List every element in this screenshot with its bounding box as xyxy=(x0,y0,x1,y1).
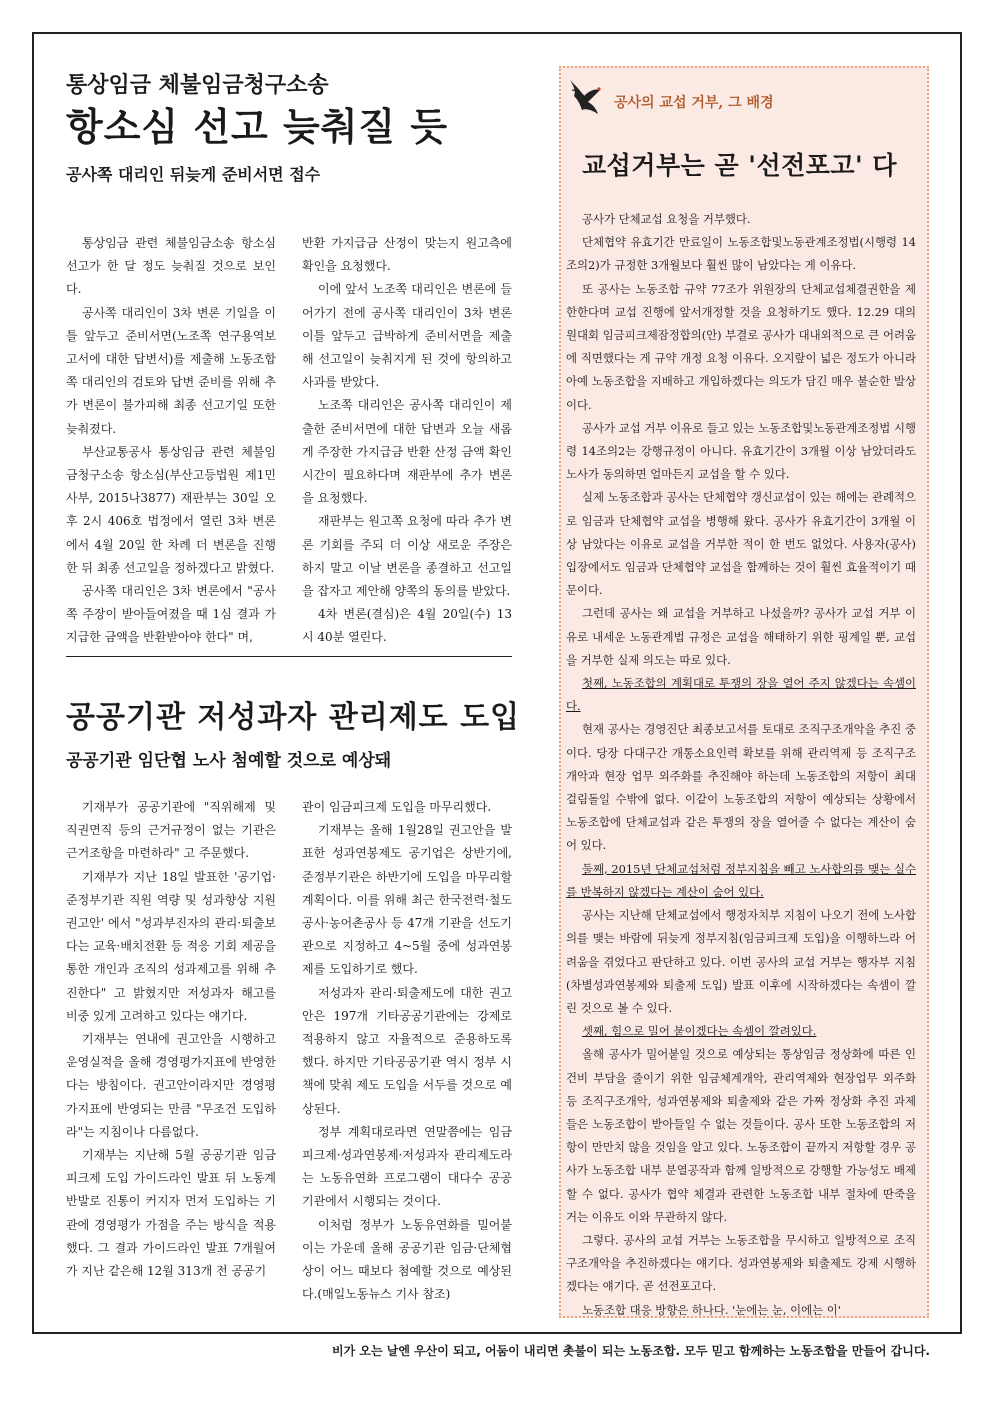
article2-headline: 공공기관 저성과자 관리제도 도입 xyxy=(66,700,521,735)
paragraph: 재판부는 원고쪽 요청에 따라 추가 변론 기회를 주되 더 이상 새로운 주장은 하지 말고 이날 변론을 종결하고 선고일을 잡자고 제안해 양쪽의 동의를 받았다. xyxy=(302,514,512,599)
sidebar-point-heading: 둘째, 2015년 단체교섭처럼 정부지침을 빼고 노사합의를 맺는 실수를 반복하지 않겠다는 계산이 숨어 있다. xyxy=(566,861,916,899)
sidebar-paragraph: 현재 공사는 경영진단 최종보고서를 토대로 조직구조개악을 추진 중이다. 당장 다대구간 개통소요인력 확보를 위해 관리역제 등 조직구조개악과 현장 업무 외주화를 추진해야 하는데 노동조합의 저항이 최대 걸림돌일 수밖에 없다. 이같이 노동조합의 저항이 예상되는 상황에서 노동조합에 단체교섭과 같은 투쟁의 장을 열어줄 수 없다는 계산이 숨어 있다. xyxy=(566,722,916,853)
sidebar-paragraph: 공사가 단체교섭 요청을 거부했다. xyxy=(582,212,751,226)
paragraph: 저성과자 관리·퇴출제도에 대한 권고안은 197개 기타공공기관에는 강제로 적용하지 않고 자율적으로 준용하도록 했다. 하지만 기타공공기관 역시 정부 시책에 맞춰 제도 도입을 서두를 것으로 예상된다. xyxy=(302,985,512,1116)
sidebar-paragraph: 공사가 교섭 거부 이유로 들고 있는 노동조합및노동관계조정법 시행령 14조의2는 강행규정이 아니다. 유효기간이 3개월 이상 남았더라도 노사가 동의하면 얼마든지 교섭을 할 수 있다. xyxy=(566,420,916,482)
paragraph: 4차 변론(결심)은 4월 20일(수) 13시 40분 열린다. xyxy=(302,607,512,645)
article2-subhead: 공공기관 임단협 노사 첨예할 것으로 예상돼 xyxy=(66,751,392,771)
paragraph: 기재부가 지난 18일 발표한 '공기업·준정부기관 직원 역량 및 성과향상 지원 권고안' 에서 "성과부진자의 관리·퇴출보다는 교육·배치전환 등 적응 기회 제공을 통한 개인과 조직의 성과제고를 위해 추진한다" 고 밝혔지만 저성과자 해고를 비중 있게 고려하고 있다는 얘기다. xyxy=(66,869,276,1023)
sidebar-paragraph: 그런데 공사는 왜 교섭을 거부하고 나섰을까? 공사가 교섭 거부 이유로 내세운 노동관계법 규정은 교섭을 해태하기 위한 핑계일 뿐, 교섭을 거부한 실제 의도는 따로 있다. xyxy=(566,606,916,667)
sidebar-paragraph: 그렇다. 공사의 교섭 거부는 노동조합을 무시하고 일방적으로 조직구조개악을 추진하겠다는 얘기다. 성과연봉제와 퇴출제도 강제 시행하겠다는 얘기다. 곧 선전포고다. xyxy=(566,1232,916,1294)
sidebar-paragraph: 실제 노동조합과 공사는 단체협약 갱신교섭이 있는 해에는 관례적으로 임금과 단체협약 교섭을 병행해 왔다. 공사가 유효기간이 3개월 이상 남았다는 이유로 교섭을 거부한 적이 한 번도 없었다. 사용자(공사) 입장에서도 임금과 단체협약 교섭을 함께하는 것이 훨씬 효율적이기 때문이다. xyxy=(566,490,916,598)
article1-subhead: 공사쪽 대리인 뒤늦게 준비서면 접수 xyxy=(66,165,321,184)
article1-column-2 xyxy=(302,232,512,650)
article2-column-2 xyxy=(302,796,512,1306)
sidebar-paragraph: 또 공사는 노동조합 규약 77조가 위원장의 단체교섭체결권한을 제한한다며 교섭 진행에 앞서개정할 것을 요청하기도 했다. 12.29 대의원대회 임금피크제잠정합의(안) 부결로 공사가 대내외적으로 큰 어려움에 직면했다는 게 규약 개정 요청 이유다. 오지랖이 넓은 정도가 아니라 아예 노동조합을 지배하고 개입하겠다는 의도가 담긴 매우 불순한 발상이다. xyxy=(566,281,916,412)
paragraph: 이처럼 정부가 노동유연화를 밀어붙이는 가운데 올해 공공기관 임금·단체협상이 어느 때보다 첨예할 것으로 예상된다.(매일노동뉴스 기사 참조) xyxy=(302,1217,512,1302)
sidebar-paragraph: 단체협약 유효기간 만료일이 노동조합및노동관계조정법(시행령 14조의2)가 규정한 3개월보다 훨씬 많이 남았다는 게 이유다. xyxy=(566,235,916,273)
paragraph: 기재부는 올해 1월28일 권고안을 발표한 성과연봉제도 공기업은 상반기에, 준정부기관은 하반기에 도입을 마무리할 계획이다. 이를 위해 최근 한국전력·철도공사·농어촌공사 등 47개 기관을 선도기관으로 지정하고 4~5월 중에 성과연봉제를 도입하기로 했다. xyxy=(302,823,512,977)
paragraph: 공사쪽 대리인이 3차 변론 기일을 이틀 앞두고 준비서면(노조쪽 연구용역보고서에 대한 답변서)를 제출해 노동조합쪽 대리인의 검토와 답변 준비를 위해 추가 변론이 불가피해 최종 선고기일 또한 늦춰졌다. xyxy=(66,305,276,436)
sidebar-paragraph: 공사는 지난해 단체교섭에서 행정자치부 지침이 나오기 전에 노사합의를 맺는 바람에 뒤늦게 정부지침(임금피크제 도입)을 이행하느라 어려움을 겪었다고 판단하고 있다. 이번 공사의 교섭 거부는 행자부 지침(차별성과연봉제와 퇴출제 도입) 발표 이후에 시작하겠다는 속셈이 깔린 것으로 볼 수 있다. xyxy=(566,908,916,1015)
article2-column-1 xyxy=(66,796,276,1283)
paragraph: 관이 임금피크제 도입을 마무리했다. xyxy=(302,800,492,814)
sidebar-point-heading: 첫째, 노동조합의 계획대로 투쟁의 장을 열어 주지 않겠다는 속셈이다. xyxy=(566,676,916,714)
paragraph: 부산교통공사 통상임금 관련 체불임금청구소송 항소심(부산고등법원 제1민사부, 2015나3877) 재판부는 30일 오후 2시 406호 법정에서 열린 3차 변론에서 4월 20일 한 차례 더 변론을 진행한 뒤 최종 선고일을 정하겠다고 밝혔다. xyxy=(66,444,276,575)
paragraph: 통상임금 관련 체불임금소송 항소심 선고가 한 달 정도 늦춰질 것으로 보인다. xyxy=(66,236,276,297)
article1-headline: 항소심 선고 늦춰질 듯 xyxy=(66,105,449,149)
paragraph: 기재부가 공공기관에 "직위해제 및 직권면직 등의 근거규정이 없는 기관은 근거조항을 마련하라" 고 주문했다. xyxy=(66,800,276,861)
sidebar-body xyxy=(566,208,916,1322)
paragraph: 공사쪽 대리인은 3차 변론에서 "공사쪽 주장이 받아들여졌을 때 1심 결과 가지급한 금액을 반환받아야 한다" 며, xyxy=(66,584,276,645)
paragraph: 반환 가지급금 산정이 맞는지 원고측에 확인을 요청했다. xyxy=(302,236,512,274)
article1-column-1 xyxy=(66,232,276,650)
paragraph: 이에 앞서 노조쪽 대리인은 변론에 들어가기 전에 공사쪽 대리인이 3차 변론 이틀 앞두고 급박하게 준비서면을 제출해 선고일이 늦춰지게 된 것에 항의하고 사과를 받았다. xyxy=(302,282,512,390)
sidebar-point-heading: 셋째, 힘으로 밀어 붙이겠다는 속셈이 깔려있다. xyxy=(582,1024,817,1039)
sidebar-paragraph: 노동조합 대응 방향은 하나다. '눈에는 눈, 이에는 이' xyxy=(582,1302,841,1317)
paragraph: 기재부는 연내에 권고안을 시행하고 운영실적을 올해 경영평가지표에 반영한다는 방침이다. 권고안이라지만 경영평가지표에 반영되는 만큼 "무조건 도입하라"는 지침이나 다름없다. xyxy=(66,1032,276,1139)
sidebar-paragraph: 올해 공사가 밀어붙일 것으로 예상되는 통상임금 정상화에 따른 인건비 부담을 줄이기 위한 임금체계개악, 관리역제와 현장업무 외주화 등 조직구조개악, 성과연봉제와 퇴출제와 같은 가짜 정상화 추진 과제들은 노동조합이 받아들일 수 없는 것들이다. 공사 또한 노동조합의 저항이 만만치 않을 것임을 알고 있다. 노동조합이 끝까지 저항할 경우 공사가 노동조합 내부 분열공작과 함께 일방적으로 강행할 가능성도 배제할 수 없다. 공사가 협약 체결과 관련한 노동조합 내부 절차에 딴죽을 거는 이유도 이와 무관하지 않다. xyxy=(566,1047,916,1224)
paragraph: 노조쪽 대리인은 공사쪽 대리인이 제출한 준비서면에 대한 답변과 오늘 새롭게 주장한 가지급금 반환 산정 금액 확인 시간이 필요하다며 재판부에 추가 변론을 요청했다. xyxy=(302,398,512,506)
paragraph: 기재부는 지난해 5월 공공기관 임금피크제 도입 가이드라인 발표 뒤 노동계 반발로 진통이 커지자 먼저 도입하는 기관에 경영평가 가점을 주는 방식을 적용했다. 그 결과 가이드라인 발표 7개월여가 지난 같은해 12월 313개 전 공공기 xyxy=(66,1148,276,1279)
sidebar-label: 공사의 교섭 거부, 그 배경 xyxy=(614,95,774,111)
footer-slogan: 비가 오는 날엔 우산이 되고, 어둠이 내리면 촛불이 되는 노동조합. 모두 믿고 함께하는 노동조합을 만들어 갑니다. xyxy=(332,1344,930,1358)
article-divider xyxy=(66,656,512,657)
crane-bird-icon xyxy=(566,74,610,120)
sidebar-title: 교섭거부는 곧 '선전포고' 다 xyxy=(582,151,898,180)
article1-kicker: 통상임금 체불임금청구소송 xyxy=(66,72,329,98)
paragraph: 정부 계획대로라면 연말쯤에는 임금피크제·성과연봉제·저성과자 관리제도라는 노동유연화 프로그램이 대다수 공공기관에서 시행되는 것이다. xyxy=(302,1124,512,1209)
